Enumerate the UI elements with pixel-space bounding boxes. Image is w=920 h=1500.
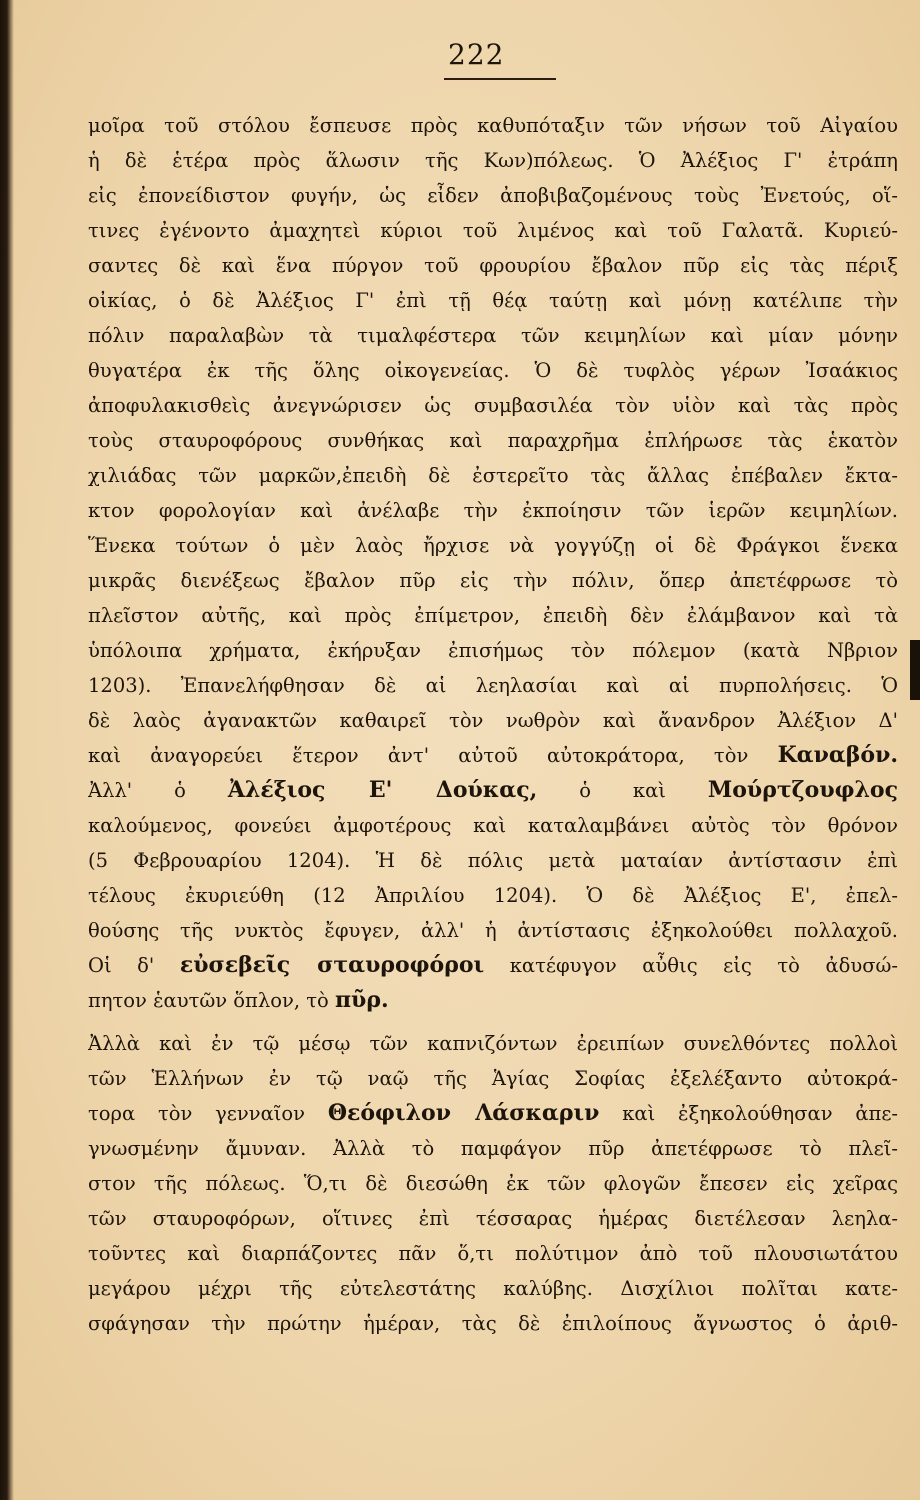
- text-line-mixed: [88, 983, 898, 1018]
- text-line: γνωσμένην ἄμυναν. Ἀλλὰ τὸ παμφάγον πῦρ ἀπετέφρωσε τὸ πλεῖ-: [88, 1137, 898, 1160]
- bold-name-alexios: Ἀλέξιος Ε' Δούκας,: [227, 777, 538, 803]
- bold-name-mourtzouflos: Μούρτζουφλος: [707, 777, 898, 803]
- text-line: μικρᾶς διενέξεως ἔβαλον πῦρ εἰς τὴν πόλιν, ὅπερ ἀπετέφρωσε τὸ: [88, 569, 898, 592]
- text-span: κατέφυγον αὖθις εἰς τὸ ἀδυσώ-: [509, 954, 898, 977]
- text-line: τῶν Ἑλλήνων ἐν τῷ ναῷ τῆς Ἁγίας Σοφίας ἐξελέξαντο αὐτοκρά-: [88, 1067, 898, 1090]
- text-line: τέλους ἐκυριεύθη (12 Ἀπριλίου 1204). Ὁ δὲ Ἀλέξιος Ε', ἐπελ-: [88, 884, 898, 907]
- scan-left-edge: [0, 0, 14, 1500]
- text-line-mixed: [88, 738, 898, 773]
- text-line: Ἀλλὰ καὶ ἐν τῷ μέσῳ τῶν καπνιζόντων ἐρειπίων συνελθόντες πολλοὶ: [88, 1032, 898, 1055]
- text-line: τινες ἐγένοντο ἀμαχητεὶ κύριοι τοῦ λιμένος καὶ τοῦ Γαλατᾶ. Κυριεύ-: [88, 219, 898, 242]
- text-line-mixed: [88, 948, 898, 983]
- text-line: θυγατέρα ἐκ τῆς ὅλης οἰκογενείας. Ὁ δὲ τυφλὸς γέρων Ἰσαάκιος: [88, 359, 898, 382]
- text-line: ἀποφυλακισθεὶς ἀνεγνώρισεν ὡς συμβασιλέα τὸν υἱὸν καὶ τὰς πρὸς: [88, 394, 898, 417]
- text-line-mixed: [88, 773, 898, 808]
- text-line-mixed: [88, 1096, 898, 1131]
- page-number: 222: [448, 38, 505, 71]
- text-span: ὁ καὶ: [579, 779, 666, 802]
- text-line: σφάγησαν τὴν πρώτην ἡμέραν, τὰς δὲ ἐπιλοίπους ἄγνωστος ὁ ἀριθ-: [88, 1312, 898, 1335]
- text-line: τοῦντες καὶ διαρπάζοντες πᾶν ὅ,τι πολύτιμον ἀπὸ τοῦ πλουσιωτάτου: [88, 1242, 898, 1265]
- text-line: μεγάρου μέχρι τῆς εὐτελεστάτης καλύβης. Δισχίλιοι πολῖται κατε-: [88, 1277, 898, 1300]
- text-line: δὲ λαὸς ἀγανακτῶν καθαιρεῖ τὸν νωθρὸν καὶ ἄνανδρον Ἀλέξιον Δ': [88, 709, 898, 732]
- scan-right-edge: [910, 640, 920, 700]
- text-span: πητον ἑαυτῶν ὅπλον, τὸ: [88, 989, 329, 1012]
- header-rule: [444, 78, 556, 80]
- text-span: Οἱ δ': [88, 954, 155, 977]
- text-line: ὑπόλοιπα χρήματα, ἐκήρυξαν ἐπισήμως τὸν πόλεμον (κατὰ Νβριον: [88, 639, 898, 662]
- text-line: κτον φορολογίαν καὶ ἀνέλαβε τὴν ἐκποίησιν τῶν ἱερῶν κειμηλίων.: [88, 499, 898, 522]
- text-span: καὶ ἐξηκολούθησαν ἀπε-: [622, 1102, 898, 1125]
- text-line: μοῖρα τοῦ στόλου ἔσπευσε πρὸς καθυπόταξιν τῶν νήσων τοῦ Αἰγαίου: [88, 114, 898, 137]
- text-line: οἰκίας, ὁ δὲ Ἀλέξιος Γ' ἐπὶ τῇ θέᾳ ταύτῃ καὶ μόνῃ κατέλιπε τὴν: [88, 289, 898, 312]
- body-text: [88, 108, 898, 1341]
- bold-name-laskaris: Θεόφιλον Λάσκαριν: [327, 1100, 600, 1126]
- text-line: εἰς ἐπονείδιστον φυγήν, ὡς εἶδεν ἀποβιβαζομένους τοὺς Ἐνετούς, οἵ-: [88, 184, 898, 207]
- text-line: (5 Φεβρουαρίου 1204). Ἡ δὲ πόλις μετὰ ματαίαν ἀντίστασιν ἐπὶ: [88, 849, 898, 872]
- text-line: θούσης τῆς νυκτὸς ἔφυγεν, ἀλλ' ἡ ἀντίστασις ἐξηκολούθει πολλαχοῦ.: [88, 919, 898, 942]
- text-line: καλούμενος, φονεύει ἀμφοτέρους καὶ καταλαμβάνει αὐτὸς τὸν θρόνον: [88, 814, 898, 837]
- text-line: χιλιάδας τῶν μαρκῶν,ἐπειδὴ δὲ ἐστερεῖτο τὰς ἄλλας ἐπέβαλεν ἔκτα-: [88, 464, 898, 487]
- text-line: 1203). Ἐπανελήφθησαν δὲ αἱ λεηλασίαι καὶ αἱ πυρπολήσεις. Ὁ: [88, 674, 898, 697]
- bold-word-fire: πῦρ.: [334, 987, 389, 1013]
- text-span: τορα τὸν γενναῖον: [88, 1102, 306, 1125]
- text-line: πόλιν παραλαβὼν τὰ τιμαλφέστερα τῶν κειμηλίων καὶ μίαν μόνην: [88, 324, 898, 347]
- text-span: Ἀλλ' ὁ: [88, 779, 186, 802]
- text-line: τοὺς σταυροφόρους συνθήκας καὶ παραχρῆμα ἐπλήρωσε τὰς ἑκατὸν: [88, 429, 898, 452]
- text-line: Ἕνεκα τούτων ὁ μὲν λαὸς ἤρχισε νὰ γογγύζῃ οἱ δὲ Φράγκοι ἕνεκα: [88, 534, 898, 557]
- text-line: στον τῆς πόλεως. Ὅ,τι δὲ διεσώθη ἐκ τῶν φλογῶν ἔπεσεν εἰς χεῖρας: [88, 1172, 898, 1195]
- text-line: πλεῖστον αὐτῆς, καὶ πρὸς ἐπίμετρον, ἐπειδὴ δὲν ἐλάμβανον καὶ τὰ: [88, 604, 898, 627]
- text-line: ἡ δὲ ἑτέρα πρὸς ἅλωσιν τῆς Κων)πόλεως. Ὁ Ἀλέξιος Γ' ἐτράπη: [88, 149, 898, 172]
- text-line: τῶν σταυροφόρων, οἵτινες ἐπὶ τέσσαρας ἡμέρας διετέλεσαν λεηλα-: [88, 1207, 898, 1230]
- paragraph-gap: [88, 1018, 898, 1026]
- bold-name-kanavos: Καναβόν.: [777, 742, 898, 768]
- text-line: σαντες δὲ καὶ ἕνα πύργον τοῦ φρουρίου ἔβαλον πῦρ εἰς τὰς πέριξ: [88, 254, 898, 277]
- text-span: καὶ ἀναγορεύει ἕτερον ἀντ' αὐτοῦ αὐτοκράτορα, τὸν: [88, 744, 749, 767]
- bold-name-crusaders: εὐσεβεῖς σταυροφόροι: [179, 952, 485, 978]
